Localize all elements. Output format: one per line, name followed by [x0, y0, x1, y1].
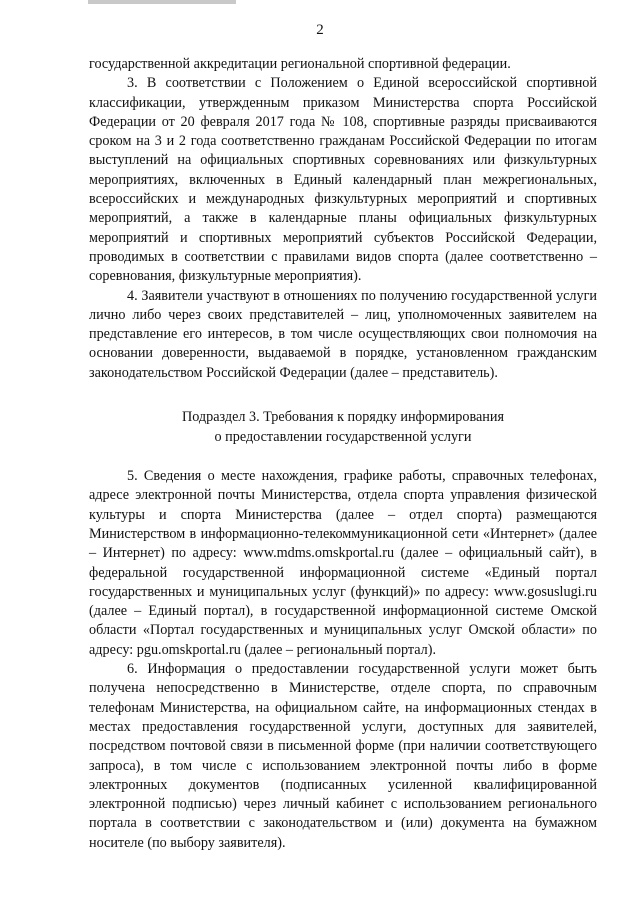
- paragraph-4: 4. Заявители участвуют в отношениях по получению государственной услуги лично либо через своих представителей – лиц, уполномоченных заявителем на представление его интересов, в том числе осуществляющих свои полномочия на основании доверенности, выдаваемой в порядке, установленном гражданским законодательством Российской Федерации (далее – представитель).: [89, 287, 597, 381]
- page-number: 2: [316, 22, 324, 38]
- paragraph-6: 6. Информация о предоставлении государственной услуги может быть получена непосредственно в Министерстве, отделе спорта, по справочным телефонам Министерства, на официальном сайте, на информационных стендах в местах предоставления государственной услуги, доступных для заявителей, посредством почтовой связи в письменной форме (при наличии соответствующего запроса), в том числе с использованием электронной почты либо в форме электронных документов (подписанных усиленной квалифицированной электронной подписью) через личный кабинет с использованием регионального портала в соответствии с законодательством и (или) документа на бумажном носителе (по выбору заявителя).: [89, 661, 597, 851]
- paragraph-continuation: государственной аккредитации региональной спортивной федерации.: [89, 56, 511, 72]
- scan-artifact: [88, 0, 236, 4]
- subsection-heading-line-2: о предоставлении государственной услуги: [214, 429, 472, 446]
- document-body: [89, 55, 597, 853]
- paragraph-5: 5. Сведения о месте нахождения, графике работы, справочных телефонах, адресе электронной почты Министерства, отдела спорта управления физической культуры и спорта Министерства (далее – отдел спорта) размещаются Министерством в информационно-телекоммуникационной сети «Интернет» (далее – Интернет) по адресу: www.mdms.omskportal.ru (далее – официальный сайт), в федеральной государственной информационной системе «Единый портал государственных и муниципальных услуг (функций)» по адресу: www.gosuslugi.ru (далее – Единый портал), в государственной информационной системе Омской области «Портал государственных и муниципальных услуг Омской области» по адресу: pgu.omskportal.ru (далее – региональный портал).: [89, 468, 597, 658]
- paragraph-3: 3. В соответствии с Положением о Единой всероссийской спортивной классификации, утвержденным приказом Министерства спорта Российской Федерации от 20 февраля 2017 года № 108, спортивные разряды присваиваются сроком на 3 и 2 года соответственно гражданам Российской Федерации по итогам выступлений на официальных спортивных соревнованиях или физкультурных мероприятиях, включенных в Единый календарный план межрегиональных, всероссийских и международных физкультурных мероприятий и спортивных мероприятий, а также в календарные планы официальных физкультурных мероприятий и спортивных мероприятий субъектов Российской Федерации, проводимых в соответствии с правилами видов спорта (далее соответственно – соревнования, физкультурные мероприятия).: [89, 75, 597, 285]
- subsection-heading-line-1: Подраздел 3. Требования к порядку информирования: [181, 409, 505, 426]
- subsection-heading: [89, 407, 597, 447]
